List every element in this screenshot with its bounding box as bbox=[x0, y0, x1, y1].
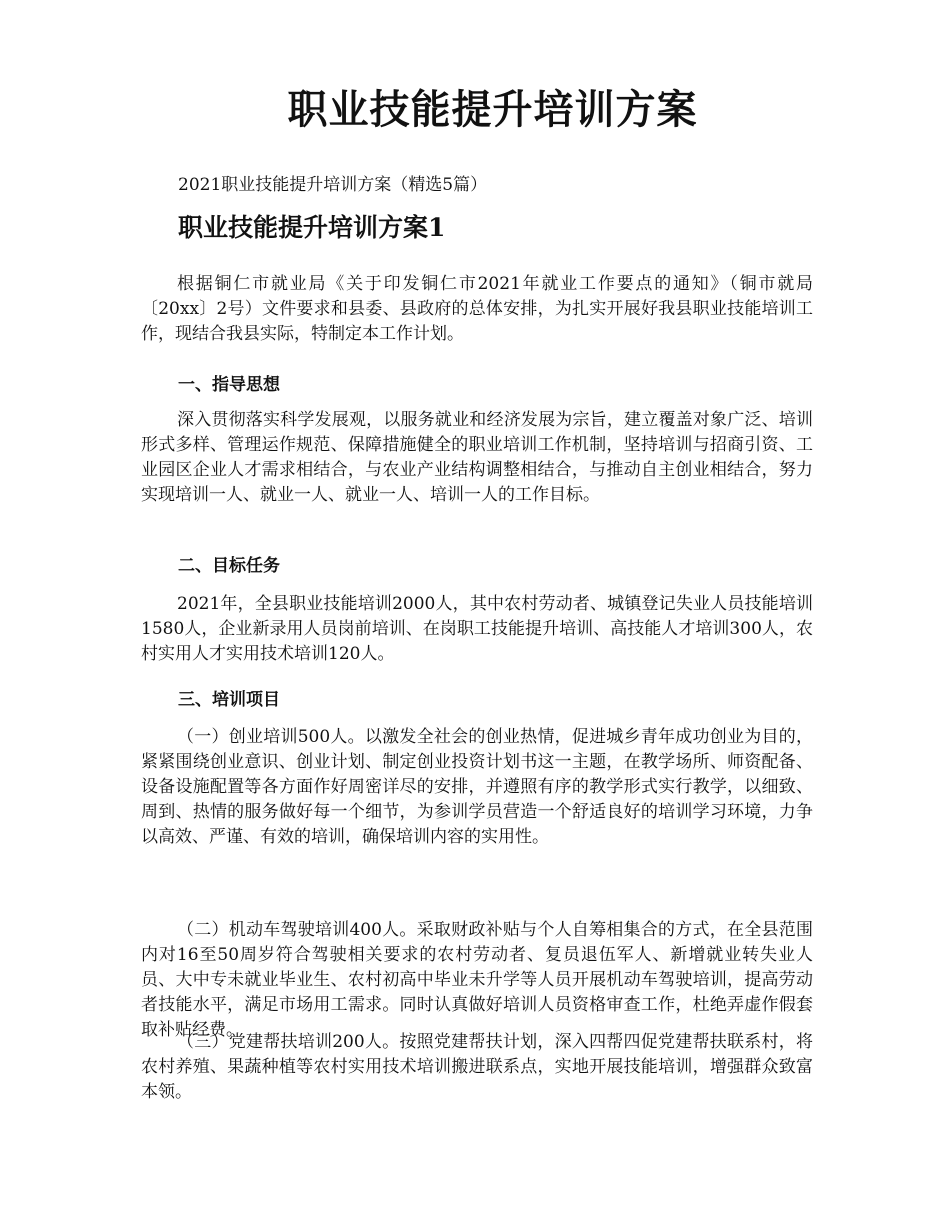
document-subtitle: 2021职业技能提升培训方案（精选5篇） bbox=[178, 175, 488, 195]
paragraph-entrepreneurship-training: （一）创业培训500人。以激发全社会的创业热情，促进城乡青年成功创业为目的，紧紧围绕创业意识、创业计划、制定创业投资计划书这一主题，在教学场所、师资配备、设备设施配置等各方面作好周密详尽的安排，并遵照有序的教学形式实行教学，以细致、周到、热情的服务做好每一个细节，为参训学员营造一个舒适良好的培训学习环境，力争以高效、严谨、有效的培训，确保培训内容的实用性。 bbox=[141, 727, 813, 847]
heading-training-projects: 三、培训项目 bbox=[178, 690, 280, 710]
heading-target-tasks: 二、目标任务 bbox=[178, 556, 280, 576]
heading-guiding-ideology: 一、指导思想 bbox=[178, 375, 280, 395]
paragraph-guiding-ideology: 深入贯彻落实科学发展观，以服务就业和经济发展为宗旨，建立覆盖对象广泛、培训形式多样、管理运作规范、保障措施健全的职业培训工作机制，坚持培训与招商引资、工业园区企业人才需求相结合，与农业产业结构调整相结合，与推动自主创业相结合，努力实现培训一人、就业一人、就业一人、培训一人的工作目标。 bbox=[141, 410, 813, 505]
paragraph-party-support-training: （三）党建帮扶培训200人。按照党建帮扶计划，深入四帮四促党建帮扶联系村，将农村养殖、果蔬种植等农村实用技术培训搬进联系点，实地开展技能培训，增强群众致富本领。 bbox=[141, 1032, 813, 1102]
paragraph-driving-training: （二）机动车驾驶培训400人。采取财政补贴与个人自筹相集合的方式，在全县范围内对16至50周岁符合驾驶相关要求的农村劳动者、复员退伍军人、新增就业转失业人员、大中专未就业毕业生、农村初高中毕业未升学等人员开展机动车驾驶培训，提高劳动者技能水平，满足市场用工需求。同时认真做好培训人员资格审查工作，杜绝弄虚作假套取补贴经费。 bbox=[141, 920, 813, 1040]
paragraph-target-tasks: 2021年，全县职业技能培训2000人，其中农村劳动者、城镇登记失业人员技能培训1580人，企业新录用人员岗前培训、在岗职工技能提升培训、高技能人才培训300人，农村实用人才实用技术培训120人。 bbox=[141, 594, 813, 664]
section-title: 职业技能提升培训方案1 bbox=[178, 213, 446, 242]
intro-paragraph: 根据铜仁市就业局《关于印发铜仁市2021年就业工作要点的通知》（铜市就局〔20xx〕2号）文件要求和县委、县政府的总体安排，为扎实开展好我县职业技能培训工作，现结合我县实际，特制定本工作计划。 bbox=[141, 274, 813, 344]
document-title: 职业技能提升培训方案 bbox=[287, 86, 698, 133]
